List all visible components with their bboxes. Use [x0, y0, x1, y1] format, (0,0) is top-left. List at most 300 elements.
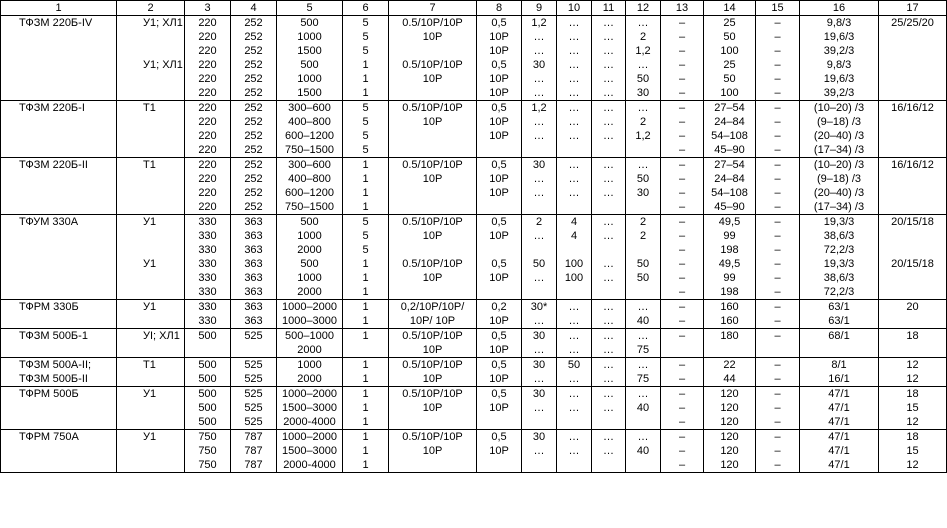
table-cell	[879, 129, 947, 143]
table-cell: –	[661, 430, 704, 445]
table-cell: 1	[343, 300, 389, 315]
table-cell	[879, 200, 947, 215]
table-cell: 2000-4000	[277, 415, 343, 430]
table-cell: –	[661, 358, 704, 373]
table-cell: 10Р	[389, 229, 477, 243]
table-cell: 2000	[277, 343, 343, 358]
table-cell	[477, 200, 522, 215]
table-cell: 10Р	[477, 30, 522, 44]
table-cell: 198	[704, 243, 756, 257]
table-cell	[879, 285, 947, 300]
table-cell: 787	[231, 430, 277, 445]
table-cell: 0.5/10Р/10Р	[389, 16, 477, 31]
table-cell: 5	[343, 101, 389, 116]
table-cell: ТФЗМ 220Б-I	[1, 101, 117, 116]
table-cell: 68/1	[800, 329, 879, 344]
table-cell: –	[661, 16, 704, 31]
table-cell: 787	[231, 458, 277, 473]
table-cell: 2	[626, 115, 661, 129]
table-cell: …	[592, 129, 626, 143]
table-cell: …	[522, 186, 557, 200]
table-row	[1, 72, 947, 86]
table-cell	[704, 343, 756, 358]
table-cell: …	[557, 186, 592, 200]
table-cell: (20–40) /3	[800, 129, 879, 143]
table-cell	[1, 86, 117, 101]
table-cell: –	[661, 372, 704, 387]
table-cell: 500	[277, 215, 343, 230]
table-cell: 24–84	[704, 115, 756, 129]
table-cell: 0,5	[477, 358, 522, 373]
table-cell: 1	[343, 257, 389, 271]
table-cell	[117, 143, 185, 158]
table-cell: 500	[277, 257, 343, 271]
table-cell	[389, 200, 477, 215]
table-cell: 27–54	[704, 158, 756, 173]
table-cell: 330	[185, 215, 231, 230]
table-body	[1, 1, 947, 473]
column-header: 13	[661, 1, 704, 16]
table-cell: –	[661, 72, 704, 86]
table-cell	[117, 186, 185, 200]
table-cell: 0,2/10Р/10Р/	[389, 300, 477, 315]
table-cell: 363	[231, 257, 277, 271]
table-cell: 10Р/ 10Р	[389, 314, 477, 329]
table-cell: 0.5/10Р/10Р	[389, 215, 477, 230]
table-row	[1, 387, 947, 402]
table-cell: –	[756, 285, 800, 300]
table-cell: 1,2	[626, 129, 661, 143]
table-cell: –	[661, 257, 704, 271]
table-cell: 39,2/3	[800, 44, 879, 58]
table-cell: 50	[626, 257, 661, 271]
table-cell: …	[592, 115, 626, 129]
table-cell: 25	[704, 58, 756, 72]
table-cell: 1	[343, 172, 389, 186]
table-cell: 30	[626, 86, 661, 101]
table-cell: У1	[117, 430, 185, 445]
table-cell: –	[756, 44, 800, 58]
table-cell: …	[557, 86, 592, 101]
table-cell: 19,6/3	[800, 30, 879, 44]
table-cell: …	[626, 101, 661, 116]
table-cell: 252	[231, 16, 277, 31]
table-cell	[800, 343, 879, 358]
table-cell	[879, 44, 947, 58]
table-cell: 0,5	[477, 430, 522, 445]
table-cell: 10Р	[477, 343, 522, 358]
table-cell: 525	[231, 415, 277, 430]
table-cell	[1, 271, 117, 285]
table-cell: 500	[185, 372, 231, 387]
table-cell: 75	[626, 372, 661, 387]
table-cell: 330	[185, 271, 231, 285]
table-cell: 330	[185, 257, 231, 271]
table-cell: …	[557, 401, 592, 415]
table-row	[1, 186, 947, 200]
table-cell: 10Р	[477, 129, 522, 143]
table-row	[1, 172, 947, 186]
table-row	[1, 86, 947, 101]
table-row	[1, 329, 947, 344]
table-cell: 18	[879, 430, 947, 445]
table-cell: –	[661, 172, 704, 186]
table-row	[1, 415, 947, 430]
table-cell: –	[661, 401, 704, 415]
table-cell: 16/16/12	[879, 101, 947, 116]
table-cell: 1	[343, 58, 389, 72]
table-cell: …	[557, 343, 592, 358]
table-cell: 252	[231, 101, 277, 116]
table-cell	[117, 285, 185, 300]
table-cell: 50	[626, 271, 661, 285]
table-cell: 220	[185, 44, 231, 58]
table-cell: 38,6/3	[800, 229, 879, 243]
table-cell	[117, 444, 185, 458]
table-cell: 4	[557, 229, 592, 243]
table-cell: 1	[343, 387, 389, 402]
table-cell: –	[756, 229, 800, 243]
table-cell	[1, 229, 117, 243]
table-cell: 252	[231, 129, 277, 143]
table-cell: …	[592, 44, 626, 58]
table-cell: 750–1500	[277, 200, 343, 215]
table-cell: 1	[343, 329, 389, 344]
table-cell: –	[661, 200, 704, 215]
table-cell	[1, 129, 117, 143]
table-cell: –	[661, 387, 704, 402]
table-cell: 15	[879, 444, 947, 458]
table-cell: 252	[231, 72, 277, 86]
table-row	[1, 300, 947, 315]
table-cell	[661, 343, 704, 358]
table-cell: 47/1	[800, 387, 879, 402]
table-cell	[522, 200, 557, 215]
table-cell: –	[661, 58, 704, 72]
table-cell: 363	[231, 285, 277, 300]
table-cell: 1000	[277, 30, 343, 44]
table-cell	[117, 401, 185, 415]
table-cell	[117, 243, 185, 257]
table-cell	[1, 415, 117, 430]
table-cell: 5	[343, 143, 389, 158]
table-cell	[1, 200, 117, 215]
table-cell: –	[756, 314, 800, 329]
table-cell	[557, 243, 592, 257]
table-cell: 220	[185, 158, 231, 173]
table-row	[1, 372, 947, 387]
table-cell: –	[661, 143, 704, 158]
column-header: 1	[1, 1, 117, 16]
table-cell: 10Р	[389, 30, 477, 44]
table-cell	[389, 44, 477, 58]
table-cell: …	[557, 329, 592, 344]
table-cell: …	[626, 430, 661, 445]
table-cell: 19,6/3	[800, 72, 879, 86]
table-cell: …	[522, 343, 557, 358]
column-header: 16	[800, 1, 879, 16]
column-header: 8	[477, 1, 522, 16]
table-cell: 220	[185, 58, 231, 72]
table-cell	[477, 415, 522, 430]
table-cell: ТФЗМ 500Б-1	[1, 329, 117, 344]
table-cell: 600–1200	[277, 186, 343, 200]
table-cell: …	[557, 44, 592, 58]
table-cell: …	[592, 401, 626, 415]
table-cell: 0,5	[477, 329, 522, 344]
table-cell: –	[756, 72, 800, 86]
table-cell: 0.5/10Р/10Р	[389, 430, 477, 445]
table-cell	[117, 415, 185, 430]
table-cell: 0,5	[477, 101, 522, 116]
table-cell: –	[661, 229, 704, 243]
table-cell	[389, 86, 477, 101]
table-cell	[879, 243, 947, 257]
table-cell	[477, 143, 522, 158]
table-cell: 1000	[277, 271, 343, 285]
table-cell: –	[756, 86, 800, 101]
table-cell: 1	[343, 285, 389, 300]
table-row	[1, 458, 947, 473]
table-cell: 12	[879, 458, 947, 473]
table-cell	[879, 115, 947, 129]
table-cell: 252	[231, 58, 277, 72]
table-cell: –	[756, 444, 800, 458]
table-cell: –	[756, 329, 800, 344]
table-cell: 5	[343, 129, 389, 143]
table-row	[1, 16, 947, 31]
table-cell	[1, 44, 117, 58]
table-cell: 220	[185, 115, 231, 129]
table-cell: 0.5/10Р/10Р	[389, 358, 477, 373]
table-cell: …	[592, 158, 626, 173]
table-cell	[389, 415, 477, 430]
table-cell	[1, 401, 117, 415]
table-cell: 120	[704, 458, 756, 473]
table-cell: 18	[879, 329, 947, 344]
table-cell: 30*	[522, 300, 557, 315]
table-cell: 0,5	[477, 58, 522, 72]
table-cell: 5	[343, 30, 389, 44]
table-row	[1, 271, 947, 285]
table-cell	[389, 186, 477, 200]
table-cell: 10Р	[389, 372, 477, 387]
table-cell: –	[756, 115, 800, 129]
table-cell	[117, 372, 185, 387]
table-cell: 160	[704, 300, 756, 315]
table-cell	[117, 115, 185, 129]
table-row	[1, 243, 947, 257]
table-cell: 12	[879, 415, 947, 430]
table-cell	[557, 415, 592, 430]
table-cell: ТФЗМ 220Б-IV	[1, 16, 117, 31]
table-cell	[117, 44, 185, 58]
table-cell	[1, 172, 117, 186]
table-cell: –	[756, 243, 800, 257]
table-cell	[1, 115, 117, 129]
table-cell: 1000–2000	[277, 300, 343, 315]
table-cell: –	[661, 86, 704, 101]
table-cell: –	[661, 186, 704, 200]
table-row	[1, 115, 947, 129]
table-cell	[879, 143, 947, 158]
table-cell: 50	[522, 257, 557, 271]
table-cell: 12	[879, 372, 947, 387]
table-cell: 18	[879, 387, 947, 402]
table-cell: У1	[117, 215, 185, 230]
table-cell: 1	[343, 401, 389, 415]
table-cell: …	[592, 358, 626, 373]
table-cell: 787	[231, 444, 277, 458]
table-cell: …	[626, 387, 661, 402]
table-cell: 10Р	[477, 172, 522, 186]
table-cell: 5	[343, 243, 389, 257]
table-cell: 120	[704, 444, 756, 458]
table-cell: 1	[343, 458, 389, 473]
table-cell: 16/16/12	[879, 158, 947, 173]
table-cell: …	[557, 101, 592, 116]
table-cell: 1,2	[626, 44, 661, 58]
table-cell: 1000–2000	[277, 387, 343, 402]
table-cell: 0.5/10Р/10Р	[389, 387, 477, 402]
table-cell: 1000–2000	[277, 430, 343, 445]
table-cell: …	[626, 329, 661, 344]
table-cell: 54–108	[704, 186, 756, 200]
table-cell: 5	[343, 44, 389, 58]
table-cell: 1	[343, 415, 389, 430]
table-cell: 10Р	[477, 186, 522, 200]
table-cell: 1	[343, 72, 389, 86]
table-cell: 330	[185, 314, 231, 329]
table-cell: 0.5/10Р/10Р	[389, 329, 477, 344]
table-cell: –	[756, 200, 800, 215]
table-cell	[117, 458, 185, 473]
table-cell: …	[557, 58, 592, 72]
table-cell	[879, 229, 947, 243]
table-cell: 20	[879, 300, 947, 315]
table-cell: 0,2	[477, 300, 522, 315]
table-cell	[1, 257, 117, 271]
table-cell: 45–90	[704, 143, 756, 158]
table-cell: …	[522, 172, 557, 186]
table-cell: –	[661, 444, 704, 458]
table-cell	[557, 200, 592, 215]
table-cell: 5	[343, 16, 389, 31]
table-cell	[879, 58, 947, 72]
table-cell: 30	[522, 430, 557, 445]
table-cell	[477, 458, 522, 473]
table-cell: 63/1	[800, 314, 879, 329]
column-header: 12	[626, 1, 661, 16]
table-cell	[1, 58, 117, 72]
table-cell: 252	[231, 86, 277, 101]
table-cell: 500	[185, 387, 231, 402]
table-cell: ТФУМ 330А	[1, 215, 117, 230]
table-cell: 363	[231, 300, 277, 315]
table-cell: 100	[557, 271, 592, 285]
table-cell	[522, 285, 557, 300]
table-cell	[1, 30, 117, 44]
table-cell: 30	[522, 329, 557, 344]
table-cell: 1500	[277, 44, 343, 58]
table-cell: 10Р	[477, 444, 522, 458]
table-cell: 220	[185, 30, 231, 44]
column-header: 5	[277, 1, 343, 16]
table-cell: 2	[522, 215, 557, 230]
table-cell: 500	[277, 16, 343, 31]
table-cell: Т1	[117, 101, 185, 116]
table-cell: 10Р	[389, 271, 477, 285]
table-cell: –	[756, 172, 800, 186]
table-cell: …	[522, 72, 557, 86]
column-header: 7	[389, 1, 477, 16]
table-cell: …	[626, 158, 661, 173]
table-cell	[117, 172, 185, 186]
table-cell: 10Р	[389, 115, 477, 129]
table-row	[1, 200, 947, 215]
table-cell: …	[592, 329, 626, 344]
table-row	[1, 257, 947, 271]
table-cell: 10Р	[389, 72, 477, 86]
table-cell	[592, 285, 626, 300]
table-cell: …	[557, 430, 592, 445]
table-cell: –	[756, 58, 800, 72]
table-cell	[879, 172, 947, 186]
table-cell: 120	[704, 415, 756, 430]
table-cell	[1, 444, 117, 458]
table-cell: …	[557, 444, 592, 458]
table-cell: 10Р	[477, 115, 522, 129]
table-cell: 40	[626, 314, 661, 329]
table-cell: –	[661, 285, 704, 300]
table-cell: 10Р	[477, 72, 522, 86]
table-cell: 160	[704, 314, 756, 329]
table-cell	[117, 86, 185, 101]
table-cell: –	[661, 115, 704, 129]
table-cell	[477, 243, 522, 257]
table-cell: 8/1	[800, 358, 879, 373]
table-cell: 220	[185, 101, 231, 116]
table-cell: –	[661, 44, 704, 58]
table-row	[1, 430, 947, 445]
table-cell	[1, 186, 117, 200]
table-cell	[1, 143, 117, 158]
table-cell: ТФРМ 750А	[1, 430, 117, 445]
table-cell	[389, 129, 477, 143]
table-cell	[592, 415, 626, 430]
table-cell: 750	[185, 458, 231, 473]
table-cell: 1000	[277, 72, 343, 86]
table-cell: 330	[185, 285, 231, 300]
table-cell: ТФЗМ 500А-II;	[1, 358, 117, 373]
table-cell: –	[661, 329, 704, 344]
column-header: 3	[185, 1, 231, 16]
table-cell	[1, 314, 117, 329]
table-cell: ТФРМ 500Б	[1, 387, 117, 402]
table-cell: 44	[704, 372, 756, 387]
table-cell: 30	[522, 387, 557, 402]
table-cell: …	[626, 300, 661, 315]
table-cell: 0.5/10Р/10Р	[389, 101, 477, 116]
table-cell: …	[557, 387, 592, 402]
table-cell: 39,2/3	[800, 86, 879, 101]
table-cell	[557, 285, 592, 300]
table-cell: 2000	[277, 243, 343, 257]
table-cell: …	[557, 372, 592, 387]
table-cell: 1,2	[522, 101, 557, 116]
table-cell: (17–34) /3	[800, 200, 879, 215]
table-cell: 99	[704, 229, 756, 243]
